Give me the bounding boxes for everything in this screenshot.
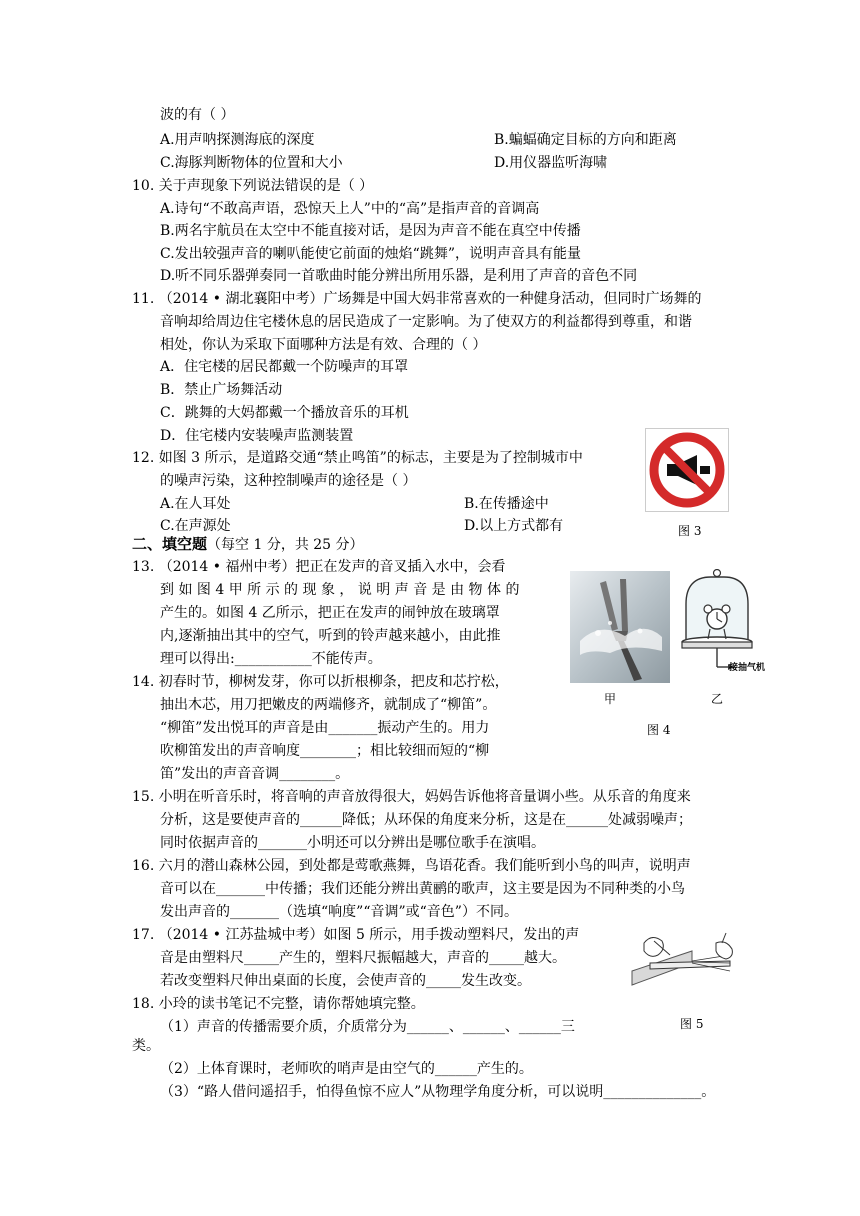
q12-option-a: A.在人耳处	[160, 496, 231, 512]
q10-option-c: C.发出较强声音的喇叭能使它前面的烛焰“跳舞”，说明声音具有能量	[160, 246, 581, 262]
q9-stem-tail: 波的有（ ）	[160, 107, 235, 123]
q14-stem-2: 抽出木芯，用刀把嫩皮的两端修齐，就制成了“柳笛”。	[160, 697, 497, 713]
q9-option-a: A.用声呐探测海底的深度	[160, 132, 315, 148]
q12-option-b: B.在传播途中	[464, 496, 549, 512]
figure-4-bell-jar	[676, 569, 766, 679]
q10-option-d: D.听不同乐器弹奏同一首歌曲时能分辨出所用乐器，是利用了声音的音色不同	[160, 268, 638, 284]
q14-stem-4: 吹柳笛发出的声音响度________；相比较细而短的“柳	[160, 743, 490, 759]
section-2-note: （每空 1 分，共 25 分）	[207, 537, 364, 553]
q18-part-1: （1）声音的传播需要介质，介质常分为______、______、______三	[160, 1019, 575, 1035]
q12-stem-2: 的噪声污染，这种控制噪声的途径是（ ）	[160, 473, 417, 489]
q12-option-c: C.在声源处	[160, 518, 231, 534]
q13-stem-1: 13. （2014 • 福州中考）把正在发声的音叉插入水中，会看	[132, 559, 506, 575]
q18-stem: 18. 小玲的读书笔记不完整，请你帮她填完整。	[132, 996, 425, 1012]
q10-option-b: B.两名宇航员在太空中不能直接对话，是因为声音不能在真空中传播	[160, 223, 581, 239]
q11-stem-1: 11. （2014 • 湖北襄阳中考）广场舞是中国大妈非常喜欢的一种健身活动，但同时广场舞的	[132, 291, 702, 307]
q18-part-3: （3）“路人借问遥招手，怕得鱼惊不应人”从物理学角度分析，可以说明______________。	[160, 1084, 716, 1100]
q9-option-d: D.用仪器监听海啸	[494, 155, 608, 171]
q17-stem-3: 若改变塑料尺伸出桌面的长度，会使声音的_____发生改变。	[160, 973, 531, 989]
q17-stem-1: 17. （2014 • 江苏盐城中考）如图 5 所示，用手拨动塑料尺，发出的声	[132, 927, 580, 943]
figure-5-caption: 图 5	[680, 1017, 704, 1031]
q14-stem-5: 笛”发出的声音音调________。	[160, 766, 350, 782]
q11-option-c: C．跳舞的大妈都戴一个播放音乐的耳机	[160, 405, 409, 421]
q17-stem-2: 音是由塑料尺_____产生的，塑料尺振幅越大，声音的_____越大。	[160, 950, 566, 966]
figure-4-label-jia: 甲	[604, 692, 617, 706]
figure-3-caption: 图 3	[678, 524, 702, 538]
section-2-heading	[132, 535, 364, 554]
q11-option-b: B．禁止广场舞活动	[160, 382, 283, 398]
q11-option-a: A．住宅楼的居民都戴一个防噪声的耳罩	[160, 359, 409, 375]
figure-3-no-horn-sign	[645, 428, 729, 512]
q12-option-d: D.以上方式都有	[464, 518, 564, 534]
q13-stem-5: 理可以得出:___________不能传声。	[160, 651, 382, 667]
q16-stem-1: 16. 六月的潜山森林公园，到处都是莺歌燕舞，鸟语花香。我们能听到小鸟的叫声，说明声	[132, 858, 691, 874]
figure-5-plucked-ruler	[630, 921, 740, 989]
q15-stem-3: 同时依据声音的_______小明还可以分辨出是哪位歌手在演唱。	[160, 835, 545, 851]
q16-stem-3: 发出声音的_______（选填“响度”“音调”或“音色”）不同。	[160, 904, 518, 920]
q11-stem-2: 音响却给周边住宅楼休息的居民造成了一定影响。为了使双方的利益都得到尊重，和谐	[160, 314, 692, 330]
q14-stem-3: “柳笛”发出悦耳的声音是由_______振动产生的。用力	[160, 720, 490, 736]
figure-4-pump-label: 接抽气机	[729, 663, 766, 673]
q12-stem-1: 12. 如图 3 所示，是道路交通“禁止鸣笛”的标志，主要是为了控制城市中	[132, 450, 583, 466]
q10-option-a: A.诗句“不敢高声语，恐惊天上人”中的“高”是指声音的音调高	[160, 201, 540, 217]
q16-stem-2: 音可以在_______中传播；我们还能分辨出黄鹂的歌声，这主要是因为不同种类的小鸟	[160, 881, 685, 897]
figure-4-tuning-fork-in-water	[570, 571, 670, 683]
q13-stem-4: 内,逐渐抽出其中的空气，听到的铃声越来越小，由此推	[160, 628, 501, 644]
q11-stem-3: 相处，你认为采取下面哪种方法是有效、合理的（ ）	[160, 337, 487, 353]
q11-option-d: D．住宅楼内安装噪声监测装置	[160, 428, 354, 444]
q18-part-1-cont: 类。	[132, 1038, 160, 1054]
q14-stem-1: 14. 初春时节，柳树发芽，你可以折根柳条，把皮和芯拧松，	[132, 674, 509, 690]
figure-4-caption: 图 4	[647, 723, 671, 737]
q13-stem-3: 产生的。如图 4 乙所示，把正在发声的闹钟放在玻璃罩	[160, 605, 500, 621]
q9-option-b: B.蝙蝠确定目标的方向和距离	[494, 132, 677, 148]
q15-stem-2: 分析，这是要使声音的______降低；从环保的角度来分析，这是在______处减弱噪声；	[160, 812, 692, 828]
q15-stem-1: 15. 小明在听音乐时，将音响的声音放得很大，妈妈告诉他将音量调小些。从乐音的角度来	[132, 789, 691, 805]
section-2-title: 二、填空题	[132, 535, 208, 553]
q18-part-2: （2）上体育课时，老师吹的哨声是由空气的______产生的。	[160, 1061, 533, 1077]
q9-option-c: C.海豚判断物体的位置和大小	[160, 155, 343, 171]
q13-stem-2: 到 如 图 4 甲 所 示 的 现 象 ， 说 明 声 音 是 由 物 体 的	[160, 582, 520, 598]
q10-stem: 10. 关于声现象下列说法错误的是（ ）	[132, 178, 374, 194]
figure-4-label-yi: 乙	[711, 692, 724, 706]
